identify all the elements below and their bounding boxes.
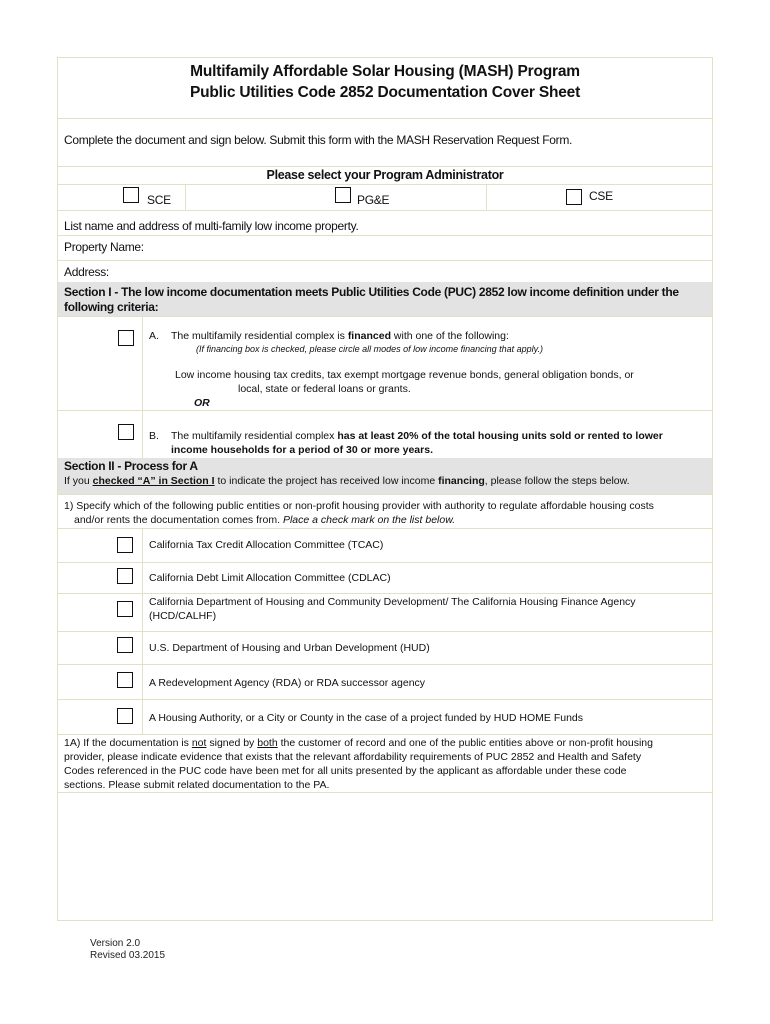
entity-hud-label: U.S. Department of Housing and Urban Development (HUD) xyxy=(149,642,430,654)
form-title-line2: Public Utilities Code 2852 Documentation Cover Sheet xyxy=(189,84,581,101)
section1-heading: Section I - The low income documentation meets Public Utilities Code (PUC) 2852 low income definition under the following criteria: xyxy=(58,282,712,316)
administrator-heading: Please select your Program Administrator xyxy=(266,168,504,182)
section2-heading-block xyxy=(58,458,712,494)
form-title-line1: Multifamily Affordable Solar Housing (MASH) Program xyxy=(190,63,580,80)
entity-tcac-label: California Tax Credit Allocation Committee (TCAC) xyxy=(149,539,384,551)
entity-rda-label: A Redevelopment Agency (RDA) or RDA successor agency xyxy=(149,677,426,689)
administrator-cse-checkbox[interactable] xyxy=(566,189,582,205)
step1-text-line1: 1) Specify which of the following public entities or non-profit housing provider with authority to regulate affordable housing costs xyxy=(64,500,654,512)
administrator-pge-label: PG&E xyxy=(357,193,390,207)
entity-tcac-checkbox[interactable] xyxy=(117,537,133,553)
entity-cdlac-label: California Debt Limit Allocation Committee (CDLAC) xyxy=(149,572,391,584)
entity-cdlac-checkbox[interactable] xyxy=(117,568,133,584)
evidence-response-area[interactable] xyxy=(58,793,712,921)
entity-hcd-calhf-checkbox[interactable] xyxy=(117,601,133,617)
entity-hcd-label: California Department of Housing and Community Development/ The California Housing Finance Agency xyxy=(149,596,636,608)
administrator-cse-label: CSE xyxy=(589,189,613,203)
step1a-text-line1: 1A) If the documentation is not signed by both the customer of record and one of the public entities above or non-profit housing xyxy=(64,737,653,749)
entity-rda-checkbox[interactable] xyxy=(117,672,133,688)
property-name-label: Property Name: xyxy=(64,240,144,254)
option-b-text-line2: income households for a period of 30 or more years. xyxy=(171,444,433,456)
step1a-text-line4: sections. Please submit related documentation to the PA. xyxy=(64,779,330,791)
step1a-text-line2: provider, please indicate evidence that exists that the relevant affordability requirements of PUC 2852 and Health and Safety xyxy=(64,751,642,763)
entity-housing-authority-label: A Housing Authority, or a City or County in the case of a project funded by HUD HOME Funds xyxy=(149,712,584,724)
administrator-sce-label: SCE xyxy=(147,193,171,207)
option-a-text: The multifamily residential complex is financed with one of the following: xyxy=(171,330,509,342)
footer xyxy=(90,938,165,962)
option-b-letter: B. xyxy=(149,430,159,442)
financing-modes-line2: local, state or federal loans or grants. xyxy=(238,383,411,395)
section2-heading: Section II - Process for A xyxy=(64,459,198,473)
step1a-text-line3: Codes referenced in the PUC code have been met for all units presented by the applicant as affordable under these code xyxy=(64,765,627,777)
section1-option-a-checkbox[interactable] xyxy=(118,330,134,346)
entity-hud-checkbox[interactable] xyxy=(117,637,133,653)
version-text: Version 2.0 xyxy=(90,938,141,949)
step1-text-line2: and/or rents the documentation comes from. Place a check mark on the list below. xyxy=(74,514,456,526)
revised-text: Revised 03.2015 xyxy=(90,950,166,961)
entity-hcd-label-line2: (HCD/CALHF) xyxy=(149,610,217,622)
property-list-label: List name and address of multi-family low income property. xyxy=(64,219,359,233)
section2-intro: If you checked “A” in Section I to indicate the project has received low income financing, please follow the steps below. xyxy=(64,475,630,487)
option-or-text: OR xyxy=(194,397,210,409)
instructions-text: Complete the document and sign below. Submit this form with the MASH Reservation Request Form. xyxy=(64,133,573,147)
option-b-text: The multifamily residential complex has at least 20% of the total housing units sold or rented to lower xyxy=(171,430,663,442)
entity-housing-authority-checkbox[interactable] xyxy=(117,708,133,724)
administrator-sce-checkbox[interactable] xyxy=(123,187,139,203)
cover-sheet-form xyxy=(57,57,713,921)
property-address-label: Address: xyxy=(64,265,109,279)
administrator-pge-checkbox[interactable] xyxy=(335,187,351,203)
option-a-letter: A. xyxy=(149,330,159,342)
financing-modes-line1: Low income housing tax credits, tax exempt mortgage revenue bonds, general obligation bonds, or xyxy=(175,369,634,381)
option-a-note: (If financing box is checked, please circle all modes of low income financing that apply.) xyxy=(196,344,544,354)
section1-option-b-checkbox[interactable] xyxy=(118,424,134,440)
